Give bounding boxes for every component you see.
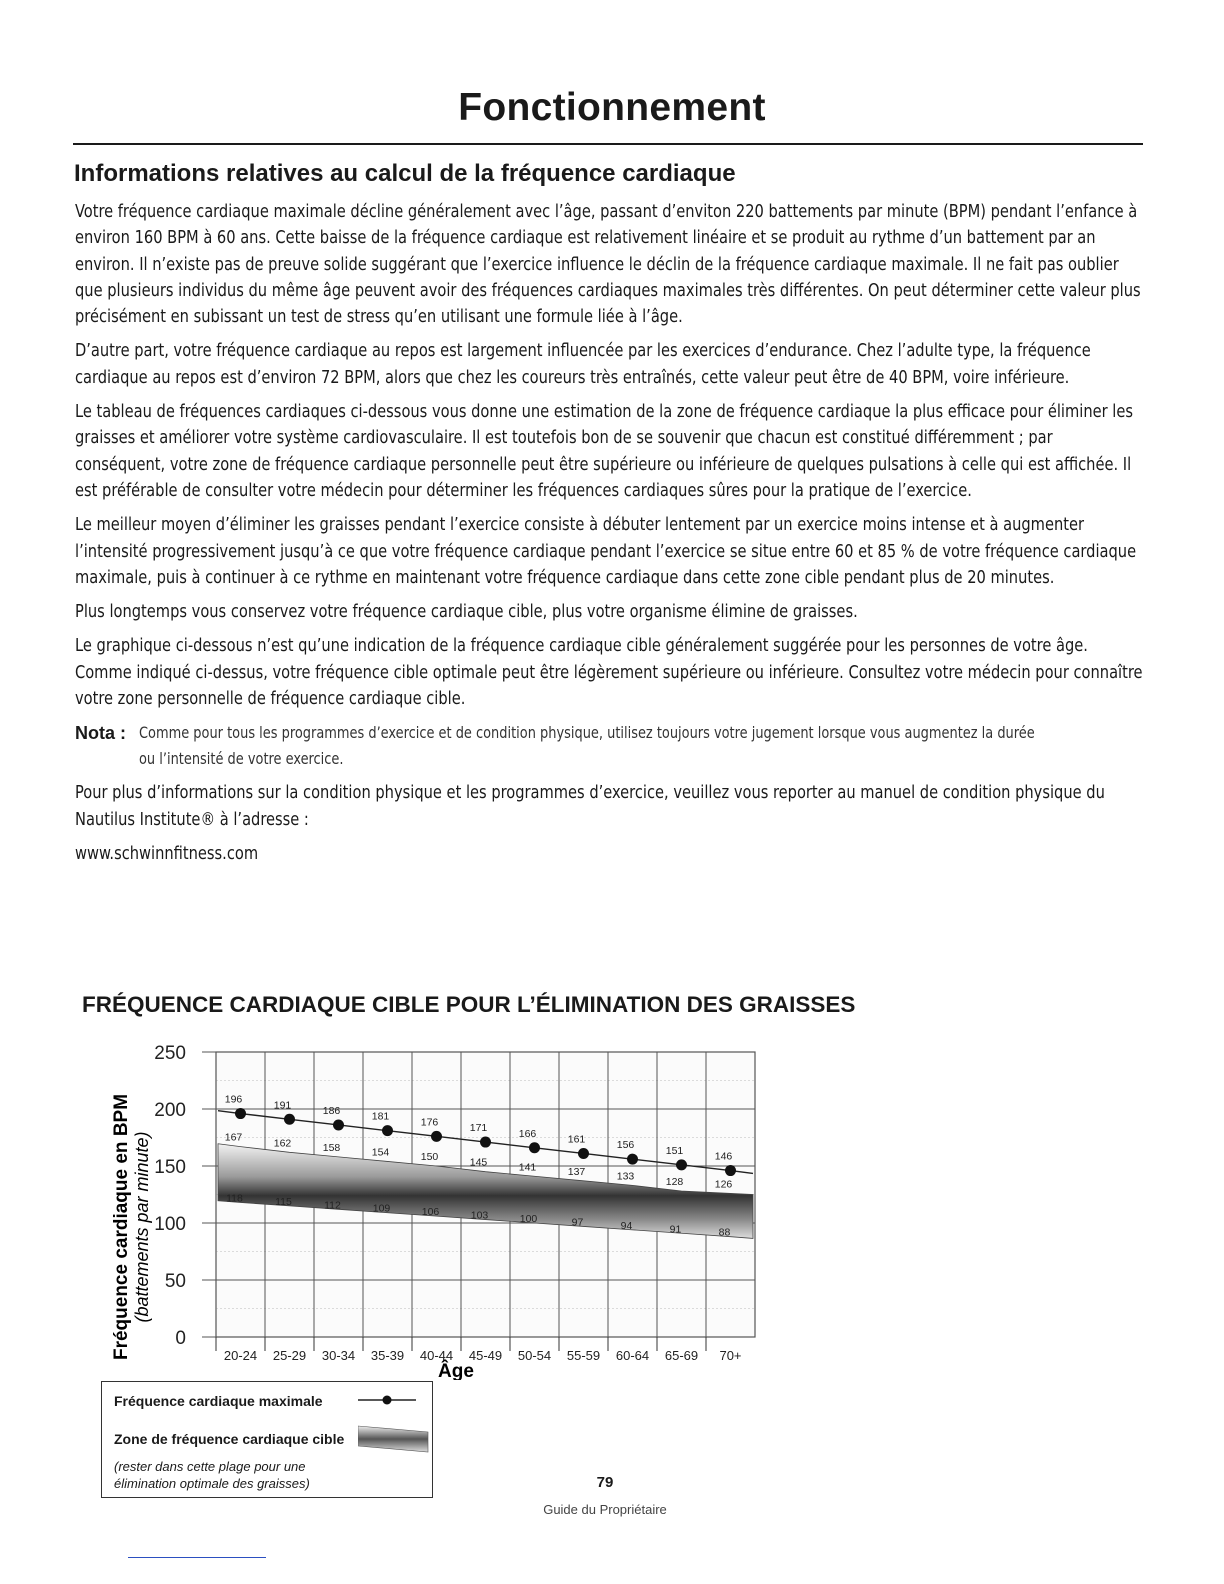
zone-low-label: 97 (571, 1216, 584, 1229)
y-tick-label: 150 (154, 1157, 186, 1178)
y-tick-label: 100 (154, 1214, 186, 1235)
max-heart-rate-point (235, 1108, 246, 1119)
zone-low-label: 115 (275, 1195, 292, 1208)
max-heart-rate-point (627, 1154, 638, 1165)
zone-low-label: 106 (421, 1206, 440, 1219)
heart-rate-chart (100, 1035, 780, 1380)
zone-low-label: 112 (324, 1199, 341, 1212)
x-tick-label: 45-49 (468, 1348, 503, 1363)
zone-high-label: 126 (714, 1178, 733, 1191)
footer-divider (128, 1557, 266, 1558)
max-value-label: 176 (420, 1116, 439, 1129)
paragraph: Le graphique ci-dessous n’est qu’une indication de la fréquence cardiaque cible généralement suggérée pour les personnes de votre âge. Comme indiqué ci-dessus, votre fréquence cible optimale peut être légèrement supérieure ou inférieure. Consultez votre médecin pour connaître votre zone personnelle de fréquence cardiaque cible. (75, 636, 1143, 710)
y-tick-label: 200 (154, 1100, 186, 1121)
paragraph: Plus longtemps vous conservez votre fréquence cardiaque cible, plus votre organisme élimine de graisses. (75, 602, 858, 623)
nota-block (75, 720, 1143, 772)
x-tick-label: 55-59 (566, 1348, 601, 1363)
legend-zone-swatch (358, 1420, 430, 1458)
nota-text: Comme pour tous les programmes d’exercice et de condition physique, utilisez toujours votre jugement lorsque vous augmentez la durée ou l’intensité de votre exercice. (139, 723, 1035, 769)
max-value-label: 191 (273, 1099, 292, 1112)
zone-low-label: 100 (519, 1213, 538, 1225)
website-url: www.schwinnfitness.com (75, 843, 259, 864)
paragraph: Le meilleur moyen d’éliminer les graisses pendant l’exercice consiste à débuter lentement par un exercice moins intense et à augmenter l’intensité progressivement jusqu’à ce que votre fréquence cardiaque pendant l’exercice se situe entre 60 et 85 % de votre fréquence cardiaque maximale, puis à continuer à ce rythme en maintenant votre fréquence cardiaque dans cette zone cible pendant plus de 20 minutes. (75, 515, 1137, 588)
section-heading: Informations relatives au calcul de la fréquence cardiaque (74, 160, 736, 187)
zone-low-label: 94 (620, 1219, 633, 1232)
zone-high-label: 158 (322, 1141, 341, 1154)
zone-high-label: 150 (420, 1151, 439, 1163)
zone-high-label: 162 (273, 1137, 292, 1150)
zone-high-label: 133 (616, 1170, 635, 1183)
zone-low-label: 109 (372, 1202, 391, 1215)
paragraph: D’autre part, votre fréquence cardiaque au repos est largement influencée par les exercices d’endurance. Chez l’adulte type, la fréquence cardiaque au repos est d’environ 72 BPM, alors que chez les coureurs très entraînés, cette valeur peut être de 40 BPM, voire inférieure. (75, 341, 1091, 388)
zone-high-label: 128 (665, 1176, 684, 1189)
y-tick-label: 50 (164, 1271, 186, 1292)
footer-guide: Guide du Propriétaire (543, 1502, 667, 1517)
y-tick-label: 250 (154, 1043, 186, 1064)
more-info-paragraph: Pour plus d’informations sur la condition physique et les programmes d’exercice, veuillez vous reporter au manuel de condition physique du Nautilus Institute® à l’adresse : (75, 783, 1105, 830)
page-number: 79 (596, 1474, 614, 1491)
legend-zone-note: (rester dans cette plage pour une élimination optimale des graisses) (114, 1459, 310, 1491)
max-heart-rate-point (529, 1142, 540, 1153)
page-title: Fonctionnement (458, 86, 766, 129)
zone-low-label: 103 (470, 1209, 489, 1222)
y-axis-label: Fréquence cardiaque en BPM (111, 1093, 132, 1361)
x-tick-label: 70+ (719, 1348, 742, 1363)
legend-zone-label: Zone de fréquence cardiaque cible (114, 1431, 345, 1447)
zone-low-label: 88 (718, 1226, 731, 1239)
legend (101, 1381, 433, 1498)
title-divider (73, 143, 1143, 145)
paragraph: Le tableau de fréquences cardiaques ci-dessous vous donne une estimation de la zone de fréquence cardiaque la plus efficace pour éliminer les graisses et améliorer votre système cardiovasculaire. Il est toutefois bon de se souvenir que chacun est constitué différemment ; par conséquent, votre zone de fréquence cardiaque personnelle peut être supérieure ou inférieure de quelques pulsations à celle qui est affichée. Il est préférable de consulter votre médecin pour déterminer les fréquences cardiaques sûres pour la pratique de l’exercice. (75, 402, 1134, 501)
max-value-label: 181 (371, 1110, 390, 1123)
zone-low-label: 118 (226, 1192, 243, 1205)
y-axis-sublabel: (battements par minute) (132, 1131, 152, 1323)
x-tick-label: 50-54 (517, 1348, 552, 1363)
max-heart-rate-point (578, 1148, 589, 1159)
max-value-label: 151 (665, 1144, 684, 1157)
max-value-label: 186 (322, 1104, 341, 1117)
max-value-label: 171 (469, 1122, 488, 1135)
max-heart-rate-point (382, 1125, 393, 1136)
x-tick-label: 30-34 (321, 1348, 356, 1363)
zone-high-label: 141 (518, 1161, 537, 1174)
body-text (75, 199, 1143, 875)
max-heart-rate-point (431, 1131, 442, 1142)
x-tick-label: 60-64 (615, 1348, 650, 1363)
x-tick-label: 20-24 (223, 1348, 258, 1363)
legend-max-label: Fréquence cardiaque maximale (114, 1393, 323, 1409)
zone-high-label: 145 (469, 1156, 488, 1169)
max-heart-rate-point (725, 1165, 736, 1176)
max-value-label: 166 (518, 1127, 537, 1140)
max-value-label: 161 (567, 1133, 586, 1146)
zone-high-label: 137 (567, 1165, 586, 1178)
x-axis-label: Âge (438, 1361, 474, 1380)
max-heart-rate-point (480, 1137, 491, 1148)
max-value-label: 156 (616, 1139, 635, 1152)
legend-max-marker (356, 1392, 418, 1408)
max-heart-rate-point (284, 1114, 295, 1125)
max-heart-rate-point (676, 1159, 687, 1170)
zone-high-label: 167 (224, 1131, 243, 1144)
chart-title: FRÉQUENCE CARDIAQUE CIBLE POUR L’ÉLIMINATION DES GRAISSES (82, 992, 856, 1017)
zone-low-label: 91 (669, 1223, 682, 1236)
nota-label: Nota : (75, 723, 126, 744)
x-tick-label: 35-39 (370, 1348, 405, 1363)
max-value-label: 146 (714, 1150, 733, 1163)
max-value-label: 196 (224, 1093, 243, 1106)
x-tick-label: 40-44 (419, 1348, 454, 1363)
max-heart-rate-point (333, 1119, 344, 1130)
y-tick-label: 0 (175, 1328, 186, 1349)
paragraph: Votre fréquence cardiaque maximale décline généralement avec l’âge, passant d’enviton 220 battements par minute (BPM) pendant l’enfance à environ 160 BPM à 60 ans. Cette baisse de la fréquence cardiaque est relativement linéaire et se produit au rythme d’un battement par an environ. Il n’existe pas de preuve solide suggérant que l’exercice influence le déclin de la fréquence cardiaque maximale. Il ne fait pas oublier que plusieurs individus du même âge peuvent avoir des fréquences cardiaques maximales très différentes. On peut déterminer cette valeur plus précisément en subissant un test de stress qu’en utilisant une formule liée à l’âge. (75, 202, 1141, 328)
x-tick-label: 65-69 (664, 1348, 699, 1363)
zone-high-label: 154 (371, 1146, 390, 1159)
x-tick-label: 25-29 (272, 1348, 307, 1363)
